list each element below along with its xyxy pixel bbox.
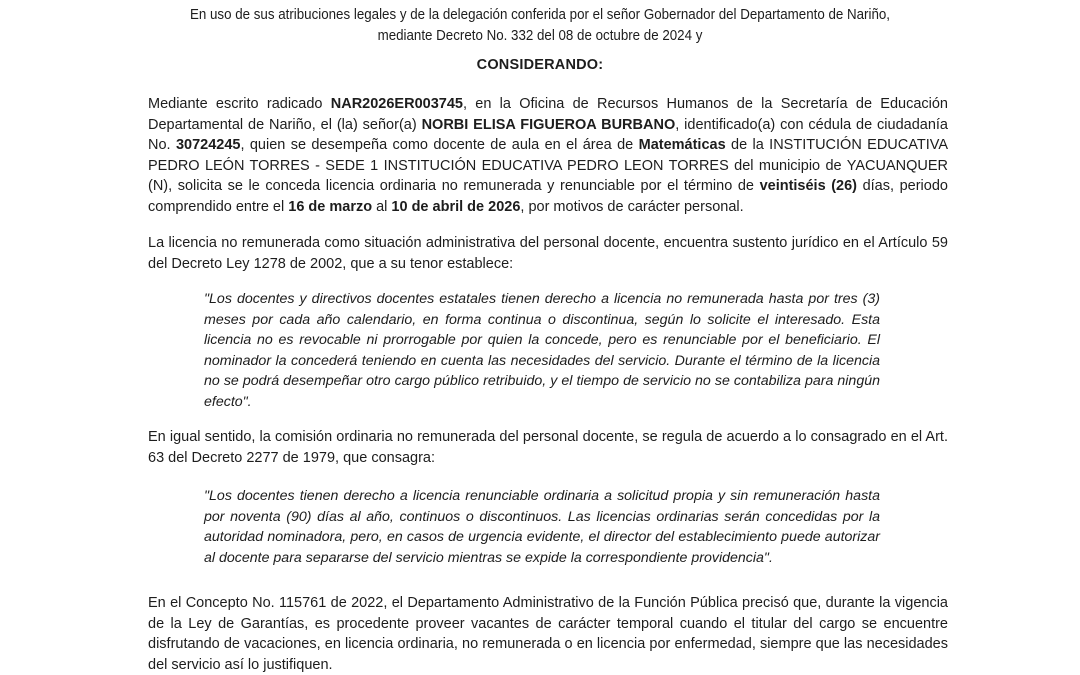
paragraph-sustento-juridico: La licencia no remunerada como situación administrativa del personal docente, encuentra sustento jurídico en el Artículo 59 del Decreto Ley 1278 de 2002, que a su tenor establece: (148, 235, 948, 272)
text-fragment: , por motivos de carácter personal. (520, 198, 744, 215)
text-fragment: días, periodo comprendido entre el (148, 178, 948, 215)
intro-line-1: En uso de sus atribuciones legales y de la delegación conferida por el señor Gobernador del Departamento de Nariño, (189, 7, 891, 23)
paragraph-comision-ordinaria: En igual sentido, la comisión ordinaria no remunerada del personal docente, se regula de acuerdo a lo consagrado en el Art. 63 del Decreto 2277 de 1979, que consagra: (148, 429, 948, 466)
radicado-number: NAR2026ER003745 (330, 96, 463, 112)
fecha-hasta: 10 de abril de 2026 (391, 198, 521, 215)
considerando-heading: CONSIDERANDO: (476, 57, 604, 73)
intro-line-2: mediante Decreto No. 332 del 08 de octubre de 2024 y (377, 28, 703, 44)
text-fragment: al (372, 198, 392, 215)
area-name: Matemáticas (638, 137, 726, 154)
text-fragment: Mediante escrito radicado (148, 96, 331, 112)
termino-dias: veintiséis (26) (759, 178, 858, 195)
paragraph-concepto-funcion-publica: En el Concepto No. 115761 de 2022, el Departamento Administrativo de la Función Pública precisó que, durante la vigencia de la Ley de Garantías, es procedente proveer vacantes de carácter temporal cuando el titular del cargo se encuentre disfrutando de vacaciones, en licencia ordinaria, no remunerada o en licencia por enfermedad, siempre que las necesidades del servicio así lo justifiquen. (148, 595, 948, 673)
text-fragment: de la INSTITUCIÓN EDUCATIVA PEDRO LEÓN TORRES - SEDE 1 INSTITUCIÓN EDUCATIVA PEDRO LEON TORRES del municipio de YACUANQUER (N), solicita se le conceda licencia ordinaria no remunerada y renunciable por el término de (148, 137, 949, 195)
docente-name: NORBI ELISA FIGUEROA BURBANO (421, 116, 676, 133)
quote-articulo-63: "Los docentes tienen derecho a licencia renunciable ordinaria a solicitud propia y sin remuneración hasta por noventa (90) días al año, continuos o discontinuos. Las licencias ordinarias serán concedidas por la autoridad nominadora, pero, en casos de urgencia evidente, el director del establecimiento puede autorizar al docente para separarse del servicio mientras se expide la correspondiente providencia". (204, 488, 880, 566)
paragraph-solicitud (148, 94, 948, 218)
quote-articulo-59: "Los docentes y directivos docentes estatales tienen derecho a licencia no remunerada hasta por tres (3) meses por cada año calendario, en forma continua o discontinua, según lo solicite el interesado. Esta licencia no es revocable ni prorrogable por quien la concede, pero es renunciable por el beneficiario. El nominador la concederá teniendo en cuenta las necesidades del servicio. Durante el término de la licencia no se podrá desempeñar otro cargo público retribuido, y el tiempo de servicio no se contabiliza para ningún efecto". (204, 291, 880, 410)
cedula-number: 30724245 (175, 137, 241, 154)
text-fragment: , quien se desempeña como docente de aula en el área de (240, 137, 639, 154)
text-fragment: , en la Oficina de Recursos Humanos de la Secretaría de Educación Departamental de Nariño, el (la) señor(a) (148, 96, 948, 133)
text-fragment: , identificado(a) con cédula de ciudadanía No. (148, 116, 948, 154)
fecha-desde: 16 de marzo (288, 198, 373, 215)
